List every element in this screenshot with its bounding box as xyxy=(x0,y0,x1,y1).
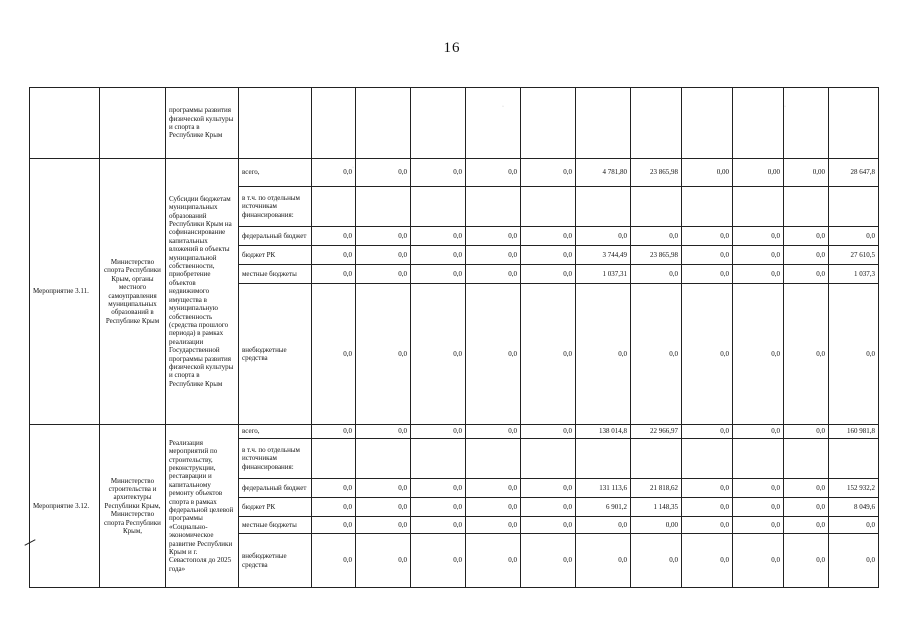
amount-cell: 0,0 xyxy=(521,227,576,246)
amount-cell: 0,0 xyxy=(411,246,466,265)
amount-cell: 0,0 xyxy=(466,284,521,425)
amount-cell: 22 966,97 xyxy=(631,425,682,439)
amount-cell: 0,00 xyxy=(631,517,682,534)
amount-cell: 0,0 xyxy=(784,517,829,534)
cell-empty xyxy=(682,88,733,159)
amount-cell: 0,0 xyxy=(576,534,631,588)
amount-cell: 0,0 xyxy=(631,265,682,284)
amount-cell: 0,0 xyxy=(682,517,733,534)
amount-cell: 0,0 xyxy=(733,425,784,439)
amount-cell: 0,0 xyxy=(356,246,411,265)
amount-cell: 0,0 xyxy=(631,534,682,588)
amount-cell xyxy=(829,439,879,479)
amount-cell: 0,0 xyxy=(411,517,466,534)
amount-cell: 0,0 xyxy=(784,227,829,246)
amount-cell: 0,0 xyxy=(356,498,411,517)
amount-cell: 0,0 xyxy=(356,517,411,534)
cell-empty xyxy=(829,88,879,159)
amount-cell: 0,0 xyxy=(466,517,521,534)
funding-source-label: местные бюджеты xyxy=(239,517,312,534)
amount-cell: 0,0 xyxy=(466,265,521,284)
amount-cell: 23 865,98 xyxy=(631,246,682,265)
amount-cell: 0,0 xyxy=(521,498,576,517)
amount-cell: 0,0 xyxy=(356,159,411,187)
amount-cell: 0,0 xyxy=(411,159,466,187)
funding-source-label: всего, xyxy=(239,425,312,439)
amount-cell: 0,0 xyxy=(521,246,576,265)
amount-cell xyxy=(466,439,521,479)
amount-cell: 1 148,35 xyxy=(631,498,682,517)
amount-cell: 0,0 xyxy=(733,284,784,425)
amount-cell xyxy=(312,439,356,479)
amount-cell: 0,0 xyxy=(312,159,356,187)
amount-cell xyxy=(521,439,576,479)
amount-cell: 0,0 xyxy=(682,227,733,246)
amount-cell: 0,0 xyxy=(356,284,411,425)
amount-cell: 0,0 xyxy=(411,265,466,284)
amount-cell xyxy=(682,187,733,227)
amount-cell: 0,0 xyxy=(521,534,576,588)
amount-cell: 0,0 xyxy=(682,534,733,588)
measure-id: Мероприятие 3.12. xyxy=(30,425,100,588)
cell-empty xyxy=(466,88,521,159)
amount-cell xyxy=(576,439,631,479)
amount-cell: 0,0 xyxy=(631,284,682,425)
amount-cell: 0,0 xyxy=(733,479,784,498)
page-number: 16 xyxy=(443,40,461,56)
funding-source-label: федеральный бюджет xyxy=(239,227,312,246)
amount-cell: 0,0 xyxy=(829,284,879,425)
amount-cell xyxy=(411,439,466,479)
amount-cell: 0,0 xyxy=(733,227,784,246)
continued-description: программы развития физической культуры и спорта в Республике Крым xyxy=(166,88,239,159)
amount-cell: 0,0 xyxy=(631,227,682,246)
amount-cell: 4 781,80 xyxy=(576,159,631,187)
amount-cell: 0,0 xyxy=(466,246,521,265)
amount-cell: 0,0 xyxy=(312,498,356,517)
measure-description: Реализация мероприятий по строительству, реконструкции, реставрации и капитальному ремонту объектов спорта в рамках федеральной целевой программы «Социально-экономическое развитие Республики Крым и г. Севастополя до 2025 года» xyxy=(166,425,239,588)
amount-cell: 0,0 xyxy=(466,425,521,439)
amount-cell xyxy=(784,187,829,227)
amount-cell: 0,0 xyxy=(733,534,784,588)
cell-empty xyxy=(356,88,411,159)
amount-cell: 0,0 xyxy=(411,534,466,588)
cell-empty xyxy=(521,88,576,159)
amount-cell xyxy=(733,439,784,479)
amount-cell: 0,0 xyxy=(521,517,576,534)
amount-cell: 0,0 xyxy=(682,425,733,439)
amount-cell: 0,0 xyxy=(829,517,879,534)
cell-empty xyxy=(576,88,631,159)
amount-cell: 3 744,49 xyxy=(576,246,631,265)
funding-source-label: бюджет РК xyxy=(239,498,312,517)
amount-cell: 138 014,8 xyxy=(576,425,631,439)
amount-cell: 0,0 xyxy=(733,498,784,517)
amount-cell: 0,0 xyxy=(356,265,411,284)
amount-cell: 0,0 xyxy=(733,517,784,534)
cell-empty xyxy=(100,88,166,159)
funding-source-label: федеральный бюджет xyxy=(239,479,312,498)
measure-executor: Министерство спорта Республики Крым, органы местного самоуправления муниципальных образований в Республике Крым xyxy=(100,159,166,425)
funding-source-label: бюджет РК xyxy=(239,246,312,265)
amount-cell: 0,0 xyxy=(312,517,356,534)
amount-cell: 0,0 xyxy=(784,479,829,498)
amount-cell xyxy=(466,187,521,227)
amount-cell: 0,0 xyxy=(312,479,356,498)
cell-empty xyxy=(733,88,784,159)
funding-source-label: всего, xyxy=(239,159,312,187)
table-row xyxy=(30,425,879,439)
amount-cell: 0,0 xyxy=(576,227,631,246)
amount-cell: 0,0 xyxy=(312,534,356,588)
amount-cell: 0,0 xyxy=(466,534,521,588)
amount-cell: 0,00 xyxy=(682,159,733,187)
amount-cell: 0,0 xyxy=(682,498,733,517)
amount-cell: 28 647,8 xyxy=(829,159,879,187)
amount-cell xyxy=(682,439,733,479)
amount-cell xyxy=(521,187,576,227)
amount-cell xyxy=(356,187,411,227)
amount-cell: 0,0 xyxy=(466,479,521,498)
amount-cell: 0,0 xyxy=(411,479,466,498)
amount-cell: 8 049,6 xyxy=(829,498,879,517)
amount-cell: 0,0 xyxy=(829,227,879,246)
funding-source-label: внебюджетные средства xyxy=(239,534,312,588)
amount-cell: 0,0 xyxy=(466,159,521,187)
amount-cell: 0,0 xyxy=(784,246,829,265)
amount-cell: 0,0 xyxy=(784,265,829,284)
amount-cell: 0,0 xyxy=(576,284,631,425)
amount-cell: 0,0 xyxy=(312,227,356,246)
amount-cell: 0,0 xyxy=(733,246,784,265)
cell-empty xyxy=(312,88,356,159)
funding-source-label: в т.ч. по отдельным источникам финансирования: xyxy=(239,439,312,479)
amount-cell: 0,0 xyxy=(411,284,466,425)
funding-source-label: внебюджетные средства xyxy=(239,284,312,425)
amount-cell: 0,0 xyxy=(466,498,521,517)
amount-cell: 27 610,5 xyxy=(829,246,879,265)
funding-source-label: местные бюджеты xyxy=(239,265,312,284)
amount-cell: 0,0 xyxy=(521,479,576,498)
amount-cell: 152 932,2 xyxy=(829,479,879,498)
amount-cell xyxy=(829,187,879,227)
amount-cell: 21 818,62 xyxy=(631,479,682,498)
amount-cell: 23 865,98 xyxy=(631,159,682,187)
amount-cell: 0,0 xyxy=(521,425,576,439)
amount-cell: 0,0 xyxy=(682,265,733,284)
amount-cell: 0,0 xyxy=(312,246,356,265)
amount-cell: 0,0 xyxy=(411,498,466,517)
amount-cell: 0,0 xyxy=(682,479,733,498)
amount-cell: 1 037,31 xyxy=(576,265,631,284)
amount-cell: 0,0 xyxy=(682,246,733,265)
table-body xyxy=(30,88,879,588)
amount-cell: 0,0 xyxy=(411,425,466,439)
continuation-row xyxy=(30,88,879,159)
amount-cell xyxy=(576,187,631,227)
amount-cell: 0,0 xyxy=(829,534,879,588)
amount-cell: 6 901,2 xyxy=(576,498,631,517)
measure-executor: Министерство строительства и архитектуры Республики Крым, Министерство спорта Республики Крым, xyxy=(100,425,166,588)
measure-description: Субсидии бюджетам муниципальных образований Республики Крым на софинансирование капитальных вложений в объекты муниципальной собственности, приобретение объектов недвижимого имущества в муниципальную собственность (средства прошлого периода) в рамках реализации Государственной программы развития физической культуры и спорта в Республике Крым xyxy=(166,159,239,425)
amount-cell: 0,0 xyxy=(784,498,829,517)
amount-cell: 1 037,3 xyxy=(829,265,879,284)
amount-cell: 0,0 xyxy=(312,284,356,425)
amount-cell: 0,0 xyxy=(576,517,631,534)
amount-cell: 0,0 xyxy=(784,534,829,588)
amount-cell: 0,0 xyxy=(312,265,356,284)
cell-empty xyxy=(239,88,312,159)
amount-cell: 0,00 xyxy=(733,159,784,187)
cell-empty xyxy=(30,88,100,159)
funding-source-label: в т.ч. по отдельным источникам финансирования: xyxy=(239,187,312,227)
amount-cell xyxy=(411,187,466,227)
cell-empty xyxy=(411,88,466,159)
financing-table xyxy=(29,87,879,588)
amount-cell xyxy=(312,187,356,227)
amount-cell: 0,0 xyxy=(521,159,576,187)
amount-cell: 0,0 xyxy=(312,425,356,439)
amount-cell: 0,0 xyxy=(356,534,411,588)
amount-cell: 0,0 xyxy=(356,227,411,246)
amount-cell: 160 981,8 xyxy=(829,425,879,439)
amount-cell: 0,0 xyxy=(733,265,784,284)
table-row xyxy=(30,159,879,187)
amount-cell xyxy=(631,439,682,479)
amount-cell: 0,0 xyxy=(521,284,576,425)
amount-cell: 131 113,6 xyxy=(576,479,631,498)
amount-cell: 0,0 xyxy=(411,227,466,246)
amount-cell: 0,0 xyxy=(784,425,829,439)
amount-cell: 0,0 xyxy=(466,227,521,246)
amount-cell xyxy=(631,187,682,227)
amount-cell xyxy=(733,187,784,227)
amount-cell: 0,0 xyxy=(521,265,576,284)
cell-empty xyxy=(631,88,682,159)
amount-cell: 0,0 xyxy=(682,284,733,425)
amount-cell: 0,00 xyxy=(784,159,829,187)
cell-empty xyxy=(784,88,829,159)
amount-cell: 0,0 xyxy=(356,479,411,498)
amount-cell xyxy=(784,439,829,479)
amount-cell: 0,0 xyxy=(784,284,829,425)
measure-id: Мероприятие 3.11. xyxy=(30,159,100,425)
amount-cell xyxy=(356,439,411,479)
amount-cell: 0,0 xyxy=(356,425,411,439)
